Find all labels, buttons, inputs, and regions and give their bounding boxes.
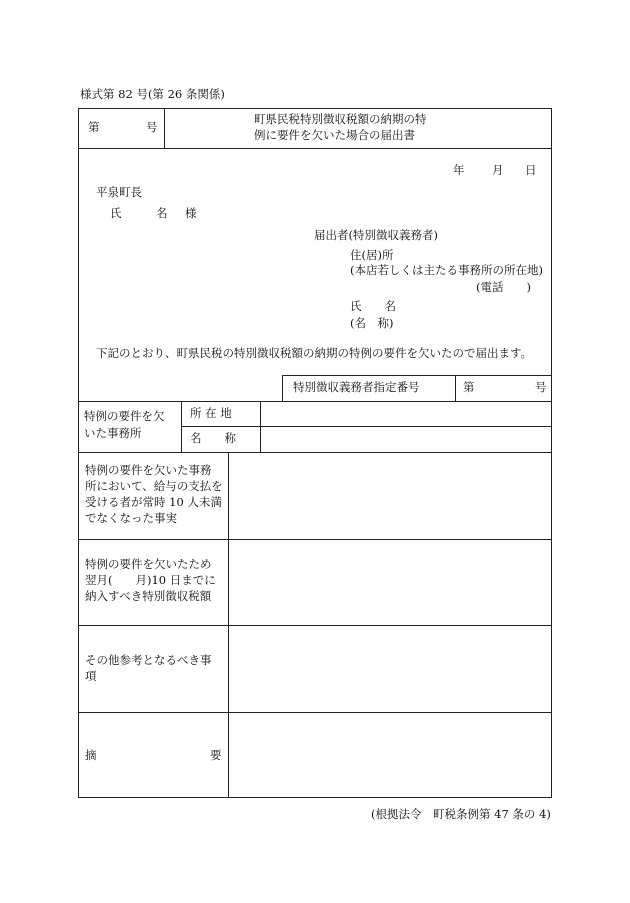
addressee-name-label: 氏 名: [110, 206, 168, 220]
filer-name-sub: (名 称): [350, 316, 394, 330]
filer-address-label: 住(居)所: [350, 248, 394, 262]
remarks-label-left: 摘: [85, 748, 97, 762]
other-label-line2: 項: [85, 669, 97, 683]
notification-form: [78, 108, 552, 798]
designation-dai: 第: [463, 380, 475, 394]
filer-phone: (電話 ): [476, 280, 531, 294]
addressee-honorific: 様: [185, 206, 197, 220]
form-reference: 様式第 82 号(第 26 条関係): [80, 87, 225, 101]
filer-address-note: (本店若しくは主たる事務所の所在地): [350, 263, 543, 277]
fact-label-line2: 所において、給与の支払を: [85, 479, 223, 493]
row-line-1: [79, 539, 552, 540]
other-label-line1: その他参考となるべき事: [85, 653, 212, 667]
date-day-label: 日: [525, 163, 537, 177]
addressee-town-head: 平泉町長: [96, 185, 142, 199]
fact-label-line3: 受ける者が常時 10 人未満: [85, 495, 222, 509]
tax-label-line3: 納入すべき特別徴収税額: [85, 589, 212, 603]
legal-basis-footer: (根拠法令 町税条例第 47 条の 4): [371, 807, 551, 821]
header-bottom-line: [79, 148, 552, 149]
date-month-label: 月: [492, 163, 504, 177]
filer-name-label: 氏 名: [350, 299, 396, 313]
fact-label-line4: でなくなった事実: [85, 511, 177, 525]
office-label-line1: 特例の要件を欠: [84, 409, 165, 423]
form-title-line2: 例に要件を欠いた場合の届出書: [254, 128, 415, 142]
statement-text: 下記のとおり、町県民税の特別徴収税額の納期の特例の要件を欠いたので届出ます。: [96, 346, 533, 360]
number-label-dai: 第: [88, 120, 100, 134]
filer-title: 届出者(特別徴収義務者): [314, 228, 438, 242]
designation-label: 特別徴収義務者指定番号: [293, 380, 420, 394]
designation-divider: [455, 375, 456, 401]
remarks-label-right: 要: [210, 748, 222, 762]
designation-top-line: [282, 375, 552, 376]
fact-label-line1: 特例の要件を欠いた事務: [85, 463, 212, 477]
form-title-line1: 町県民税特別徴収税額の納期の特: [254, 112, 427, 126]
office-name-label: 名 称: [190, 431, 236, 445]
tax-label-line1: 特例の要件を欠いたため: [85, 557, 212, 571]
body-bottom-line: [79, 401, 552, 402]
row-line-3: [79, 712, 552, 713]
office-location-label: 所 在 地: [190, 406, 232, 420]
designation-go: 号: [535, 380, 547, 394]
tax-label-line2: 翌月( 月)10 日までに: [85, 573, 216, 587]
office-mid-line: [181, 426, 552, 427]
row-line-2: [79, 625, 552, 626]
number-label-go: 号: [146, 120, 158, 134]
office-bottom-line: [79, 452, 552, 453]
header-divider: [164, 109, 165, 148]
date-year-label: 年: [453, 163, 465, 177]
office-label-line2: いた事務所: [84, 426, 142, 440]
designation-left-line: [282, 375, 283, 401]
